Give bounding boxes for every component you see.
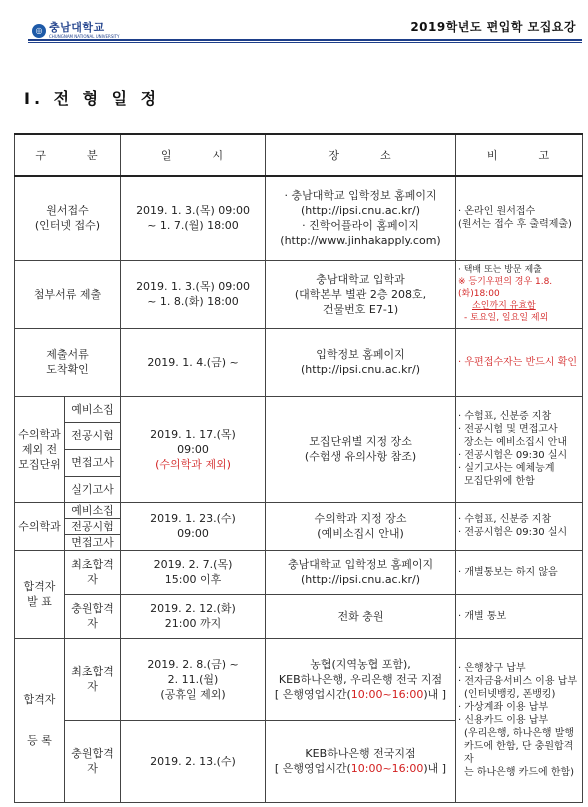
category-cell: 수의학과 [15,502,65,550]
category-cell: 제출서류 도착확인 [15,328,121,396]
category-cell: 원서접수 (인터넷 접수) [15,176,121,260]
remarks-cell: · 수험표, 신분증 지참 · 전공시험은 09:30 실시 [456,502,583,550]
category-cell: 합격자 등 록 [15,638,65,802]
table-row-application [15,176,583,260]
sub-category-cell: 충원합격자 [65,720,121,802]
university-emblem-icon: ◎ [32,24,46,38]
table-row-units [15,396,583,422]
bank-hours: [ 은행영업시간(10:00~16:00)내 ] [274,762,447,775]
admission-schedule-table [14,133,583,803]
datetime-cell: 2019. 1. 3.(목) 09:00 ~ 1. 8.(화) 18:00 [121,260,266,328]
remarks-cell: · 택배 또는 방문 제출 ※ 등기우편의 경우 1.8.(화)18:00 소인까지 유효함 - 토요일, 일요일 제외 [456,260,583,328]
header-datetime: 일 시 [121,134,266,176]
sub-category-cell: 전공시험 [65,422,121,449]
datetime-cell: 2019. 1. 3.(목) 09:00 ~ 1. 7.(월) 18:00 [121,176,266,260]
datetime-cell: 2019. 2. 7.(목) 15:00 이후 [121,550,266,594]
table-row-veterinary [15,502,583,518]
place-cell: · 충남대학교 입학정보 홈페이지 (http://ipsi.cnu.ac.kr/) · 진학어플라이 홈페이지 (http://www.jinhakapply.com) [266,176,456,260]
sub-category-cell: 최초합격자 [65,550,121,594]
place-cell: 충남대학교 입학과 (대학본부 별관 2층 208호, 건물번호 E7-1) [266,260,456,328]
datetime-cell: 2019. 2. 12.(화) 21:00 까지 [121,594,266,638]
remarks-cell: · 개별통보는 하지 않음 [456,550,583,594]
page-header [0,0,588,46]
header-remarks: 비 고 [456,134,583,176]
document-title: 2019학년도 편입학 모집요강 [410,20,576,34]
remarks-cell: · 개별 통보 [456,594,583,638]
bank-hours: [ 은행영업시간(10:00~16:00)내 ] [274,687,447,701]
sub-category-cell: 최초합격자 [65,638,121,720]
header-place: 장 소 [266,134,456,176]
header-divider-thin [28,42,582,43]
datetime-cell: 2019. 2. 8.(금) ~ 2. 11.(월) (공휴일 제외) [121,638,266,720]
table-row-documents [15,260,583,328]
logo-text: 충남대학교 [49,21,105,34]
table-row-confirm [15,328,583,396]
sub-category-cell: 실기고사 [65,476,121,502]
university-logo [32,22,119,39]
table-row-announce-final [15,550,583,594]
sub-category-cell: 예비소집 [65,502,121,518]
category-cell: 수의학과 제외 전 모집단위 [15,396,65,502]
sub-category-cell: 면접고사 [65,449,121,476]
datetime-cell: 2019. 1. 23.(수) 09:00 [121,502,266,550]
datetime-cell: 2019. 1. 17.(목) 09:00 (수의학과 제외) [121,396,266,502]
sub-category-cell: 예비소집 [65,396,121,422]
header-category: 구 분 [15,134,121,176]
sub-category-cell: 전공시험 [65,518,121,534]
header-divider [28,39,582,41]
category-cell: 합격자 발 표 [15,550,65,638]
remarks-cell: · 은행창구 납부 · 전자금융서비스 이용 납부 (인터넷뱅킹, 폰뱅킹) · 가상계좌 이용 납부 · 신용카드 이용 납부 (우리은행, 하나은행 발행 카드에 한함, 단 충원합격자 는 하나은행 카드에 한함) [456,638,583,802]
place-cell: KEB하나은행 전국지점 [ 은행영업시간(10:00~16:00)내 ] [266,720,456,802]
place-cell: 전화 충원 [266,594,456,638]
table-header-row [15,134,583,176]
place-cell: 수의학과 지정 장소 (예비소집시 안내) [266,502,456,550]
sub-category-cell: 충원합격자 [65,594,121,638]
remarks-cell: · 우편접수자는 반드시 확인 [456,328,583,396]
remarks-cell: · 수험표, 신분증 지참 · 전공시험 및 면접고사 장소는 예비소집시 안내 · 전공시험은 09:30 실시 · 실기고사는 예체능계 모집단위에 한함 [456,396,583,502]
category-cell: 첨부서류 제출 [15,260,121,328]
section-title: Ⅰ. 전 형 일 정 [24,89,161,108]
place-cell: 충남대학교 입학정보 홈페이지 (http://ipsi.cnu.ac.kr/) [266,550,456,594]
datetime-cell: 2019. 1. 4.(금) ~ [121,328,266,396]
place-cell: 입학정보 홈페이지 (http://ipsi.cnu.ac.kr/) [266,328,456,396]
remarks-cell: · 온라인 원서접수 (원서는 접수 후 출력제출) [456,176,583,260]
logo-subtext: CHUNGNAM NATIONAL UNIVERSITY [49,34,120,39]
table-row-announce-additional [15,594,583,638]
table-row-register-final [15,638,583,720]
place-cell: 모집단위별 지정 장소 (수험생 유의사항 참조) [266,396,456,502]
place-cell: 농협(지역농협 포함), KEB하나은행, 우리은행 전국 지점 [ 은행영업시간(10:00~16:00)내 ] [266,638,456,720]
datetime-cell: 2019. 2. 13.(수) [121,720,266,802]
sub-category-cell: 면접고사 [65,534,121,550]
